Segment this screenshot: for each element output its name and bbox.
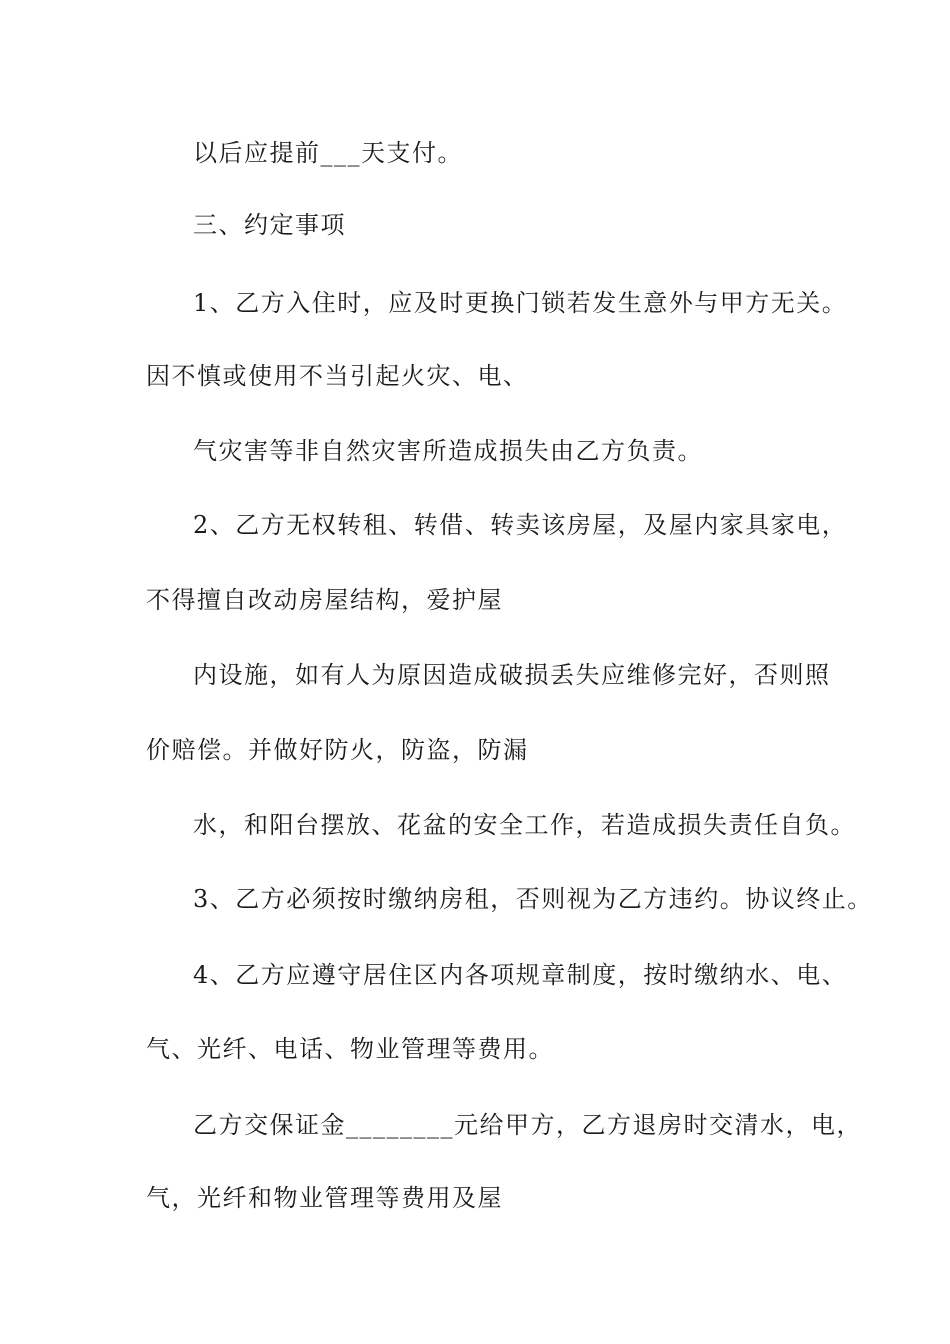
clause-2-line-3: 内设施，如有人为原因造成破损丢失应维修完好，否则照 bbox=[193, 661, 831, 689]
clause-4-line-2: 气、光纤、电话、物业管理等费用。 bbox=[146, 1035, 554, 1063]
clause-1-line-3: 气灾害等非自然灾害所造成损失由乙方负责。 bbox=[193, 437, 703, 465]
clause-2-line-5: 水，和阳台摆放、花盆的安全工作，若造成损失责任自负。 bbox=[193, 811, 856, 839]
clause-2-line-2: 不得擅自改动房屋结构，爱护屋 bbox=[146, 586, 503, 614]
clause-2-line-1: 2、乙方无权转租、转借、转卖该房屋，及屋内家具家电， bbox=[193, 511, 848, 539]
text-line-payment-advance: 以后应提前___天支付。 bbox=[193, 139, 463, 167]
clause-1-line-1: 1、乙方入住时，应及时更换门锁若发生意外与甲方无关。 bbox=[193, 289, 848, 317]
clause-1-line-2: 因不慎或使用不当引起火灾、电、 bbox=[146, 362, 529, 390]
deposit-line-2: 气，光纤和物业管理等费用及屋 bbox=[146, 1184, 503, 1212]
clause-2-line-4: 价赔偿。并做好防火，防盗，防漏 bbox=[146, 736, 529, 764]
clause-3-line-1: 3、乙方必须按时缴纳房租，否则视为乙方违约。协议终止。 bbox=[193, 885, 873, 913]
section-heading-agreed-matters: 三、约定事项 bbox=[193, 211, 346, 239]
clause-4-line-1: 4、乙方应遵守居住区内各项规章制度，按时缴纳水、电、 bbox=[193, 961, 848, 989]
deposit-line-1: 乙方交保证金________元给甲方，乙方退房时交清水，电， bbox=[193, 1111, 862, 1139]
